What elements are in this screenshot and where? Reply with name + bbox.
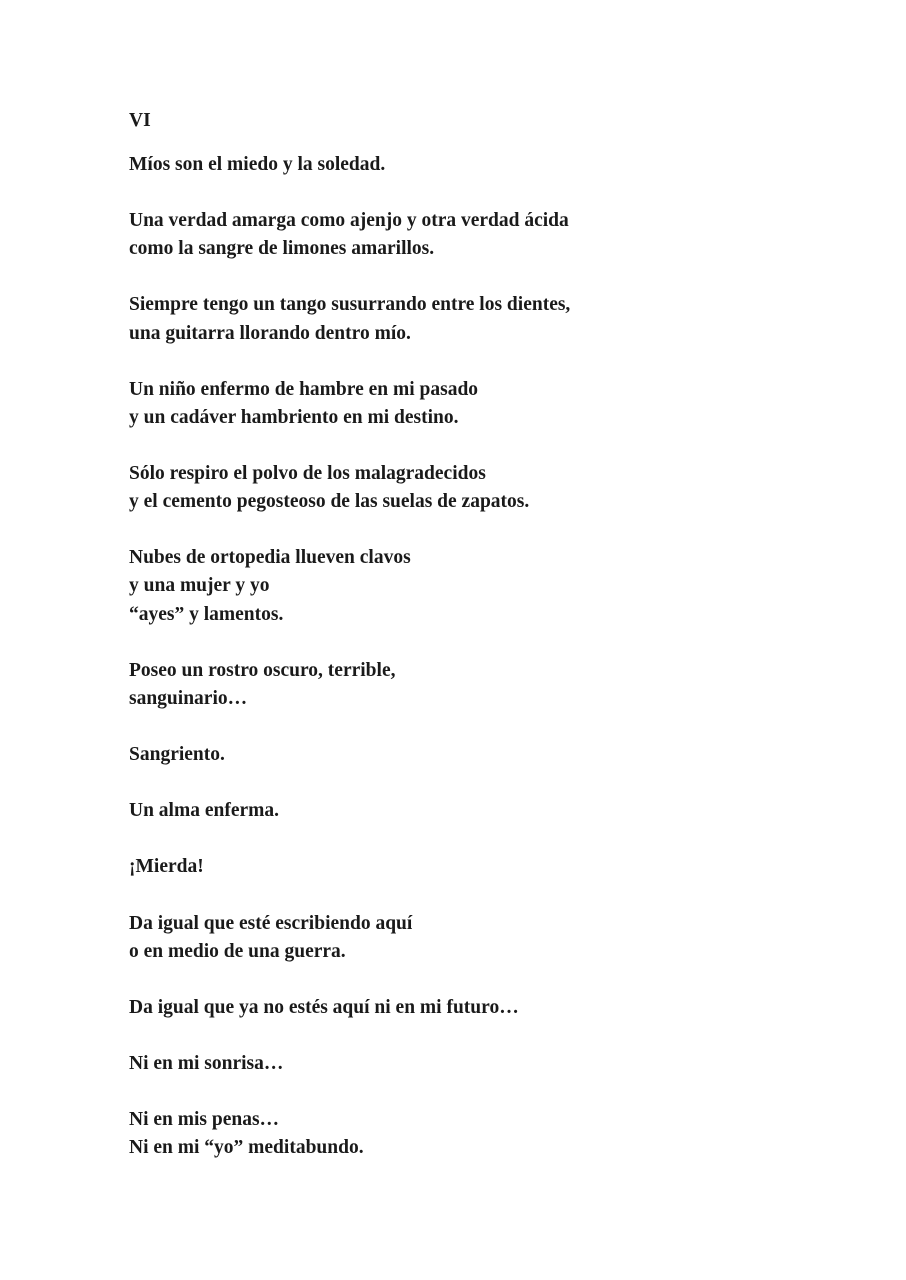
poem-line: Míos son el miedo y la soledad. (129, 154, 386, 175)
stanza (129, 853, 570, 881)
poem-line: Siempre tengo un tango susurrando entre los dientes, (129, 294, 571, 316)
poem-line: o en medio de una guerra. (129, 940, 346, 962)
poem-line: Sangriento. (129, 743, 225, 765)
poem-line: ¡Mierda! (129, 856, 204, 878)
stanza (129, 151, 570, 179)
stanza (129, 291, 570, 347)
stanza (129, 460, 570, 516)
poem-line: Un niño enfermo de hambre en mi pasado (129, 378, 479, 400)
stanza (129, 657, 570, 713)
poem-title: VI (129, 110, 151, 131)
poem-line: una guitarra llorando dentro mío. (129, 322, 411, 344)
poem-line: como la sangre de limones amarillos. (129, 238, 435, 260)
poem-line: “ayes” y lamentos. (129, 603, 284, 625)
stanza (129, 797, 570, 825)
poem-page (129, 107, 570, 1190)
stanza (129, 994, 570, 1022)
stanza (129, 741, 570, 769)
poem-line: Una verdad amarga como ajenjo y otra verdad ácida (129, 210, 569, 232)
stanza (129, 544, 570, 628)
poem-line: y un cadáver hambriento en mi destino. (129, 406, 459, 428)
poem-line: Ni en mi sonrisa… (129, 1053, 284, 1074)
poem-line: Ni en mi “yo” meditabundo. (129, 1137, 364, 1159)
poem-body (129, 151, 570, 1162)
poem-line: Ni en mis penas… (129, 1109, 280, 1131)
stanza (129, 910, 570, 966)
stanza (129, 1050, 570, 1078)
stanza (129, 1106, 570, 1162)
poem-line: sanguinario… (129, 687, 248, 709)
poem-line: Da igual que ya no estés aquí ni en mi futuro… (129, 996, 519, 1018)
poem-line: Poseo un rostro oscuro, terrible, (129, 659, 396, 681)
poem-line: Sólo respiro el polvo de los malagradecidos (129, 463, 486, 485)
stanza (129, 376, 570, 432)
poem-line: Un alma enferma. (129, 800, 280, 822)
stanza (129, 207, 570, 263)
poem-line: Nubes de ortopedia llueven clavos (129, 547, 411, 569)
poem-line: y el cemento pegosteoso de las suelas de zapatos. (129, 491, 530, 513)
poem-line: Da igual que esté escribiendo aquí (129, 912, 413, 934)
poem-line: y una mujer y yo (129, 575, 270, 597)
